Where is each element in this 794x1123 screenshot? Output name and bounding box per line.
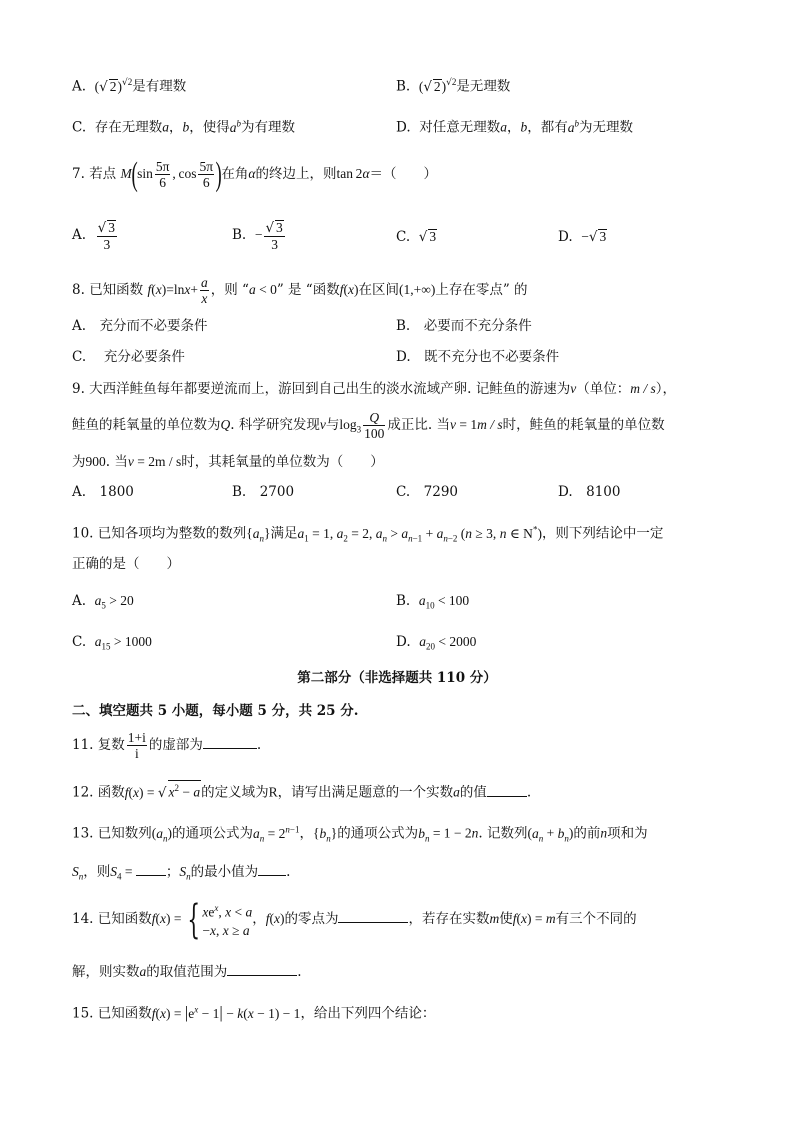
math-expr: f(x) = √ $x^2 - a$ xyxy=(125,785,201,800)
math-expr: $b_n = 1 - 2n$ xyxy=(418,825,479,844)
question-text: 13. 已知数列 xyxy=(72,825,152,842)
question-text: ， xyxy=(252,911,266,927)
math-expr: f(x) xyxy=(265,911,285,926)
question-text: 的前 xyxy=(573,825,601,842)
q10-option-b[interactable] xyxy=(396,592,469,615)
q7-option-d[interactable] xyxy=(558,228,607,246)
question-text: 鲑鱼的耗氧量的单位数为 xyxy=(72,417,221,433)
answer-blank[interactable] xyxy=(258,862,286,876)
question-text: 时，鲑鱼的耗氧量的单位数 xyxy=(502,417,665,433)
math-expr: $\{a_n\}$ xyxy=(246,525,271,544)
question-text: 项和为 xyxy=(607,825,648,842)
q9-option-a[interactable] xyxy=(72,483,134,501)
question-text: 的通项公式为 xyxy=(172,825,254,842)
math-expr: $\frac{1+i}{i}$ xyxy=(127,730,146,761)
math-expr: m / s xyxy=(630,381,656,396)
math-expr: R xyxy=(268,784,278,800)
q7-option-b[interactable] xyxy=(232,218,287,252)
question-text: 为 xyxy=(72,454,86,470)
q7-option-a[interactable] xyxy=(72,218,119,252)
q9-option-c[interactable] xyxy=(396,483,458,501)
option-text: ，使得 xyxy=(189,119,230,136)
math-expr: $(a_n + b_n)$ xyxy=(527,825,574,844)
question-14-line-1: 14. 已知函数f(x) = { $xe^x$, x < a −x, x ≥ a ，f(x)的零点为 ，若存在实数m使f(x) = m有三个不同的 xyxy=(72,896,637,943)
math-expr: sin $\frac{5\pi}{6}$ , cos $\frac{5\pi}{6}$ xyxy=(137,159,214,191)
q10-option-a[interactable] xyxy=(72,592,134,615)
question-text: ，则 “ xyxy=(210,282,249,298)
math-expr: b xyxy=(520,119,528,135)
question-9-line-1 xyxy=(72,380,676,398)
math-expr: M xyxy=(120,166,132,181)
q8-option-d[interactable] xyxy=(396,348,559,366)
math-expr: a xyxy=(139,964,147,979)
math-expr: $a_n = 2^{n-1}$ xyxy=(253,824,300,844)
math-expr: a xyxy=(453,784,460,800)
question-text: 11. 复数 xyxy=(72,737,125,753)
option-text: A. 充分而不必要条件 xyxy=(72,318,208,334)
math-expr: $a_{20} < 2000$ xyxy=(419,634,477,652)
question-text: 的取值范围为 xyxy=(146,964,228,980)
q6-option-b[interactable] xyxy=(396,73,510,96)
option-text: C. 7290 xyxy=(396,484,458,500)
question-text: 解，则实数 xyxy=(72,964,140,980)
question-text: 的通项公式为 xyxy=(337,825,419,842)
option-text: 为有理数 xyxy=(240,119,295,136)
question-text: ，若存在实数 xyxy=(408,911,490,927)
question-text: 的定义域为 xyxy=(201,784,269,801)
option-label: C. xyxy=(72,119,87,136)
option-label: D. xyxy=(396,634,411,650)
math-expr: $f(x) = |e^x - 1| - k(x - 1) - 1$ xyxy=(151,1002,301,1022)
math-expr: f xyxy=(339,282,344,297)
question-text: 上存在零点” 的 xyxy=(435,282,528,298)
math-expr: (√ 2)$^{√2}$ xyxy=(418,77,457,95)
question-text: ，请写出满足题意的一个实数 xyxy=(277,784,454,801)
answer-blank[interactable] xyxy=(338,909,408,923)
question-9-line-2: 鲑鱼的耗氧量的单位数为Q. 科学研究发现v与$\log_3$ $\frac{Q}{100}$ 成正比. 当v = 1m / s时，鲑鱼的耗氧量的单位数 xyxy=(72,410,665,441)
question-text: . xyxy=(297,964,302,980)
question-text: 在区间 xyxy=(358,282,399,298)
answer-blank[interactable] xyxy=(487,783,527,797)
question-13-line-2 xyxy=(72,862,290,886)
option-text: C. 充分必要条件 xyxy=(72,349,185,365)
math-expr: 900 xyxy=(85,454,106,469)
math-expr: $a^b$ xyxy=(567,118,579,135)
math-expr: v xyxy=(127,454,134,469)
question-8-stem: 8. 已知函数 f(x)=lnx+ $\frac{a}{x}$ ，则 “a < 0” 是 “函数f(x)在区间(1,+∞)上存在零点” 的 xyxy=(72,275,528,306)
option-label: B. xyxy=(396,78,411,95)
option-text: B. 必要而不充分条件 xyxy=(396,318,532,334)
question-text: ，则下列结论中一定 xyxy=(541,525,664,542)
math-expr: $\{b_n\}$ xyxy=(312,825,338,844)
question-text: 的值 xyxy=(459,784,487,801)
question-text: 使 xyxy=(499,911,513,927)
math-expr: $a_{10} < 100$ xyxy=(418,593,470,611)
math-expr: m xyxy=(489,911,500,926)
question-text: 的零点为 xyxy=(284,911,339,927)
question-13-line-1 xyxy=(72,820,648,847)
question-text: 10. 已知各项均为整数的数列 xyxy=(72,525,247,542)
q6-option-c[interactable]: C. 存在无理数a，b，使得$a^b$为有理数 xyxy=(72,118,295,136)
option-label: C. xyxy=(72,634,87,650)
q8-option-c[interactable] xyxy=(72,348,185,366)
option-text: 存在无理数 xyxy=(94,119,163,136)
question-text: ，则 xyxy=(83,864,111,880)
answer-blank[interactable] xyxy=(136,862,166,876)
option-label: B. xyxy=(396,593,411,609)
math-expr: α xyxy=(248,166,256,181)
question-11 xyxy=(72,728,261,762)
q6-option-d[interactable]: D. 对任意无理数a，b，都有$a^b$为无理数 xyxy=(396,118,633,136)
question-9-line-3: 为900. 当v = 2m / s时，其耗氧量的单位数为（ ） xyxy=(72,454,384,470)
question-number: 8. xyxy=(72,282,85,298)
option-text: ，都有 xyxy=(527,119,568,136)
question-text: ； xyxy=(165,864,180,880)
question-text: . xyxy=(256,737,262,753)
question-text: 15. 已知函数 xyxy=(72,1005,152,1022)
answer-blank[interactable] xyxy=(203,735,257,749)
math-expr: f(x) = xyxy=(151,911,185,926)
q8-option-b[interactable] xyxy=(396,317,532,335)
question-text: 的终边上，则 xyxy=(255,166,337,182)
question-text: ，给出下列四个结论： xyxy=(300,1005,436,1022)
math-expr: v xyxy=(449,417,456,432)
question-12 xyxy=(72,780,531,802)
option-text: 是有理数 xyxy=(132,78,187,95)
question-text: 时，其耗氧量的单位数为（ ） xyxy=(181,454,384,470)
math-expr: f(x) = m xyxy=(512,911,556,926)
option-text: B. 2700 xyxy=(232,484,295,500)
question-text: ” 是 “函数 xyxy=(276,282,340,298)
math-expr: a xyxy=(248,282,256,297)
question-number: 7. xyxy=(72,166,85,182)
option-label: D. xyxy=(396,119,411,136)
question-text: . 记数列 xyxy=(478,825,528,842)
q10-option-d[interactable] xyxy=(396,633,476,656)
part-2-title: 第二部分（非选择题共 110 分） xyxy=(297,670,497,686)
math-expr: v xyxy=(319,417,326,432)
math-expr: $a^b$ xyxy=(229,118,241,135)
math-expr: v xyxy=(570,381,577,396)
option-label: B. xyxy=(232,227,247,243)
math-expr: tan 2α xyxy=(336,166,370,181)
option-text: 是无理数 xyxy=(456,78,511,95)
question-14-line-2 xyxy=(72,962,302,981)
math-expr: (1,+∞) xyxy=(398,282,436,297)
question-text: . xyxy=(286,864,291,880)
question-text: 的最小值为 xyxy=(190,864,259,880)
q9-option-b[interactable] xyxy=(232,483,294,501)
question-text: ＝（ ） xyxy=(369,166,438,182)
question-7-stem: 7. 若点 M(sin $\frac{5\pi}{6}$ , cos $\frac{5\pi}{6}$ )在角α的终边上，则tan 2α＝（ ） xyxy=(72,155,438,193)
option-text: 对任意无理数 xyxy=(419,119,501,136)
math-expr: $\log_3$ xyxy=(339,417,362,435)
math-expr: $(a_n)$ xyxy=(151,825,173,844)
question-text: （单位： xyxy=(576,381,631,397)
question-text: ， xyxy=(299,825,313,842)
math-expr: −√ 3 xyxy=(581,229,607,245)
option-label: A. xyxy=(72,227,87,243)
math-expr: (√ 2)$^{√2}$ xyxy=(94,77,133,95)
question-10-line-2 xyxy=(72,555,180,573)
q6-option-a[interactable] xyxy=(72,73,186,96)
q10-option-c[interactable] xyxy=(72,633,152,656)
option-text: 为无理数 xyxy=(578,119,633,136)
question-text: 满足 xyxy=(270,525,298,542)
math-expr: $S_n$ xyxy=(179,864,191,882)
math-expr: $\frac{√ 3}{3}$ xyxy=(97,219,115,252)
question-15 xyxy=(72,1000,435,1023)
question-text: 12. 函数 xyxy=(72,784,125,801)
q8-option-a[interactable] xyxy=(72,317,208,335)
math-expr: $S_n$ xyxy=(72,864,84,882)
q9-option-d[interactable] xyxy=(558,483,621,501)
question-text: 有三个不同的 xyxy=(555,911,637,927)
math-expr: $a_1 = 1$, $a_2 = 2$, $a_n > a_{n-1} + a_{n-2}$ (n ≥ 3, n ∈ N*) xyxy=(297,524,542,544)
question-text: 成正比. 当 xyxy=(387,417,450,433)
question-text: 已知函数 xyxy=(89,282,144,298)
math-expr: n xyxy=(600,825,608,841)
math-expr: a xyxy=(500,119,507,135)
math-expr: Q xyxy=(220,417,231,432)
question-text: 的虚部为 xyxy=(148,737,203,753)
option-text: D. 8100 xyxy=(558,484,621,500)
answer-blank[interactable] xyxy=(227,962,297,976)
option-label: A. xyxy=(72,593,87,609)
question-10-line-1 xyxy=(72,520,663,547)
question-text: . 科学研究发现 xyxy=(230,417,320,433)
option-label: D. xyxy=(558,229,573,245)
option-text: A. 1800 xyxy=(72,484,134,500)
question-text: 与 xyxy=(325,417,340,433)
option-label: C. xyxy=(396,229,411,245)
math-expr: b xyxy=(182,119,190,135)
math-expr: $\frac{Q}{100}$ xyxy=(364,410,385,441)
section-title: 二、填空题共 5 小题，每小题 5 分，共 25 分. xyxy=(72,703,359,719)
math-expr: $a_{15} > 1000$ xyxy=(94,634,152,652)
q7-option-c[interactable] xyxy=(396,228,437,246)
piecewise-cases: $xe^x$, x < a −x, x ≥ a xyxy=(202,903,253,938)
math-expr: $a_5 > 20$ xyxy=(94,593,134,611)
option-label: A. xyxy=(72,78,87,95)
math-expr: $S_4$ = xyxy=(110,864,136,882)
question-text: 若点 xyxy=(89,166,117,182)
question-text: 9. 大西洋鲑鱼每年都要逆流而上，游回到自己出生的淡水流域产卵. 记鲑鱼的游速为 xyxy=(72,381,571,397)
option-text: D. 既不充分也不必要条件 xyxy=(396,349,560,365)
question-text: . xyxy=(526,784,532,801)
math-expr: a xyxy=(162,119,169,135)
question-text: ）， xyxy=(655,381,677,397)
question-text: . 当 xyxy=(105,454,128,470)
question-text: 正确的是（ ） xyxy=(72,556,180,572)
question-text: 在角 xyxy=(221,166,249,182)
question-text: 14. 已知函数 xyxy=(72,911,152,927)
math-expr: f xyxy=(147,282,152,297)
math-expr: − $\frac{√ 3}{3}$ xyxy=(254,219,283,252)
math-expr: √ 3 xyxy=(418,229,437,245)
